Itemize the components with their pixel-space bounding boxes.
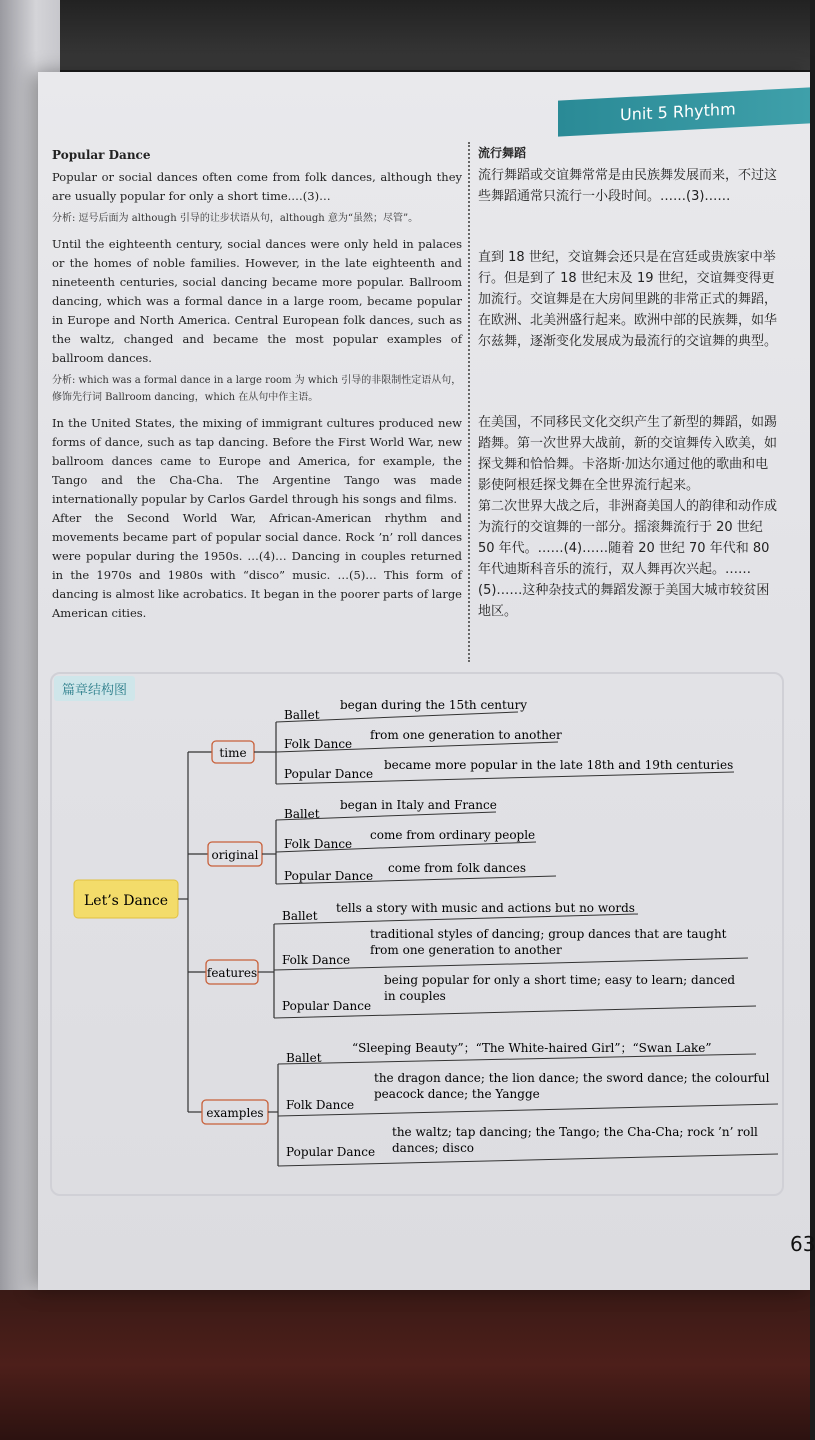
branch-label-original: original bbox=[211, 848, 259, 862]
time-folk-name: Folk Dance bbox=[284, 737, 353, 751]
features-folk-name: Folk Dance bbox=[282, 953, 351, 967]
table-surface bbox=[0, 1290, 810, 1440]
analysis-note-2: 分析: which was a formal dance in a large room 为 which 引导的非限制性定语从句，修饰先行词 Ballroom dancing，which 在从句中作主语。 bbox=[52, 375, 462, 403]
page-number: 63 bbox=[790, 1232, 815, 1256]
mindmap-tag: 篇章结构图 bbox=[54, 676, 135, 701]
chinese-paragraph-4: 第二次世界大战之后，非洲裔美国人的韵律和动作成为流行的交谊舞的一部分。摇滚舞流行于 20 世纪 50 年代。……(4)……随着 20 世纪 70 年代和 80 年代迪斯科音乐的流行，双人舞再次兴起。……(5)……这种杂技式的舞蹈发源于美国大城市较贫困地区。 bbox=[478, 499, 778, 619]
branch-label-examples: examples bbox=[206, 1106, 264, 1120]
original-popular-text: come from folk dances bbox=[388, 861, 526, 875]
time-popular-name: Popular Dance bbox=[284, 767, 374, 781]
desk-background bbox=[0, 0, 810, 70]
features-popular-name: Popular Dance bbox=[282, 999, 372, 1013]
mindmap-diagram bbox=[38, 72, 810, 1290]
examples-popular-name: Popular Dance bbox=[286, 1145, 376, 1159]
chinese-paragraph-3: 在美国，不同移民文化交织产生了新型的舞蹈，如踢踏舞。第一次世界大战前，新的交谊舞传入欧美，如探戈舞和恰恰舞。卡洛斯·加达尔通过他的歌曲和电影使阿根廷探戈舞在全世界流行起来。 bbox=[478, 415, 778, 493]
original-folk-name: Folk Dance bbox=[284, 837, 353, 851]
paragraph-4: After the Second World War, African-American rhythm and movements became part of popular social dance. Rock ’n’ roll dances were popular during the 1950s. …(4)… Dancing in couples returned in the 1970s and 1980s with “disco” music. …(5)… This form of dancing is almost like acrobatics. It began in the poorer parts of large American cities. bbox=[52, 511, 462, 620]
examples-ballet-name: Ballet bbox=[286, 1051, 322, 1065]
chinese-title: 流行舞蹈 bbox=[478, 146, 527, 160]
features-folk-text: traditional styles of dancing; group dances that are taught bbox=[370, 927, 727, 941]
branch-label-time: time bbox=[219, 746, 247, 760]
branch-label-features: features bbox=[206, 966, 258, 980]
paragraph-3: In the United States, the mixing of immigrant cultures produced new forms of dance, such as tap dancing. Before the First World War, new ballroom dances came to Europe and America, for example, the Tango and the Cha-Cha. The Argentine Tango was made internationally popular by Carlos Gardel through his songs and films. bbox=[52, 416, 462, 506]
paragraph-2: Until the eighteenth century, social dances were only held in palaces or the homes of noble families. However, in the late eighteenth and nineteenth centuries, social dancing became more popular. Ballroom dancing, which was a formal dance in a large room, became popular in Europe and North America. Central European folk dances, such as the waltz, changed and became the most popular examples of ballroom dances. bbox=[52, 237, 462, 365]
examples-ballet-text: “Sleeping Beauty”；“The White-haired Girl”；“Swan Lake” bbox=[352, 1041, 712, 1055]
time-ballet-name: Ballet bbox=[284, 708, 320, 722]
features-ballet-name: Ballet bbox=[282, 909, 318, 923]
chinese-paragraph-1: 流行舞蹈或交谊舞常常是由民族舞发展而来，不过这些舞蹈通常只流行一小段时间。……(3)…… bbox=[478, 168, 778, 204]
original-ballet-name: Ballet bbox=[284, 807, 320, 821]
textbook-page bbox=[38, 72, 815, 1290]
original-folk-text: come from ordinary people bbox=[370, 828, 536, 842]
unit-title: Unit 5 Rhythm bbox=[620, 99, 736, 125]
time-popular-text: became more popular in the late 18th and 19th centuries bbox=[384, 758, 734, 772]
original-ballet-text: began in Italy and France bbox=[340, 798, 497, 812]
root-label: Let’s Dance bbox=[83, 893, 169, 909]
features-ballet-text: tells a story with music and actions but no words bbox=[336, 901, 635, 915]
article-title: Popular Dance bbox=[52, 148, 151, 162]
features-popular-text-line2: in couples bbox=[384, 989, 446, 1003]
features-folk-text-line2: from one generation to another bbox=[370, 943, 562, 957]
chinese-paragraph-2: 直到 18 世纪，交谊舞会还只是在宫廷或贵族家中举行。但是到了 18 世纪末及 19 世纪，交谊舞变得更加流行。交谊舞是在大房间里跳的非常正式的舞蹈，在欧洲、北美洲盛行起来。欧洲中部的民族舞，如华尔兹舞，逐渐变化发展成为最流行的交谊舞的典型。 bbox=[478, 250, 778, 349]
analysis-note-1: 分析: 逗号后面为 although 引导的让步状语从句，although 意为“虽然；尽管”。 bbox=[52, 213, 419, 224]
examples-folk-name: Folk Dance bbox=[286, 1098, 355, 1112]
features-popular-text: being popular for only a short time; easy to learn; danced bbox=[384, 973, 736, 987]
examples-folk-text: the dragon dance; the lion dance; the sword dance; the colourful bbox=[374, 1071, 770, 1085]
time-folk-text: from one generation to another bbox=[370, 728, 562, 742]
time-ballet-text: began during the 15th century bbox=[340, 698, 528, 712]
paragraph-1: Popular or social dances often come from folk dances, although they are usually popular for only a short time.…(3)… bbox=[52, 170, 462, 203]
examples-popular-text: the waltz; tap dancing; the Tango; the Cha-Cha; rock ’n’ roll bbox=[392, 1125, 758, 1139]
original-popular-name: Popular Dance bbox=[284, 869, 374, 883]
examples-popular-text-line2: dances; disco bbox=[392, 1141, 475, 1155]
examples-folk-text-line2: peacock dance; the Yangge bbox=[374, 1087, 540, 1101]
